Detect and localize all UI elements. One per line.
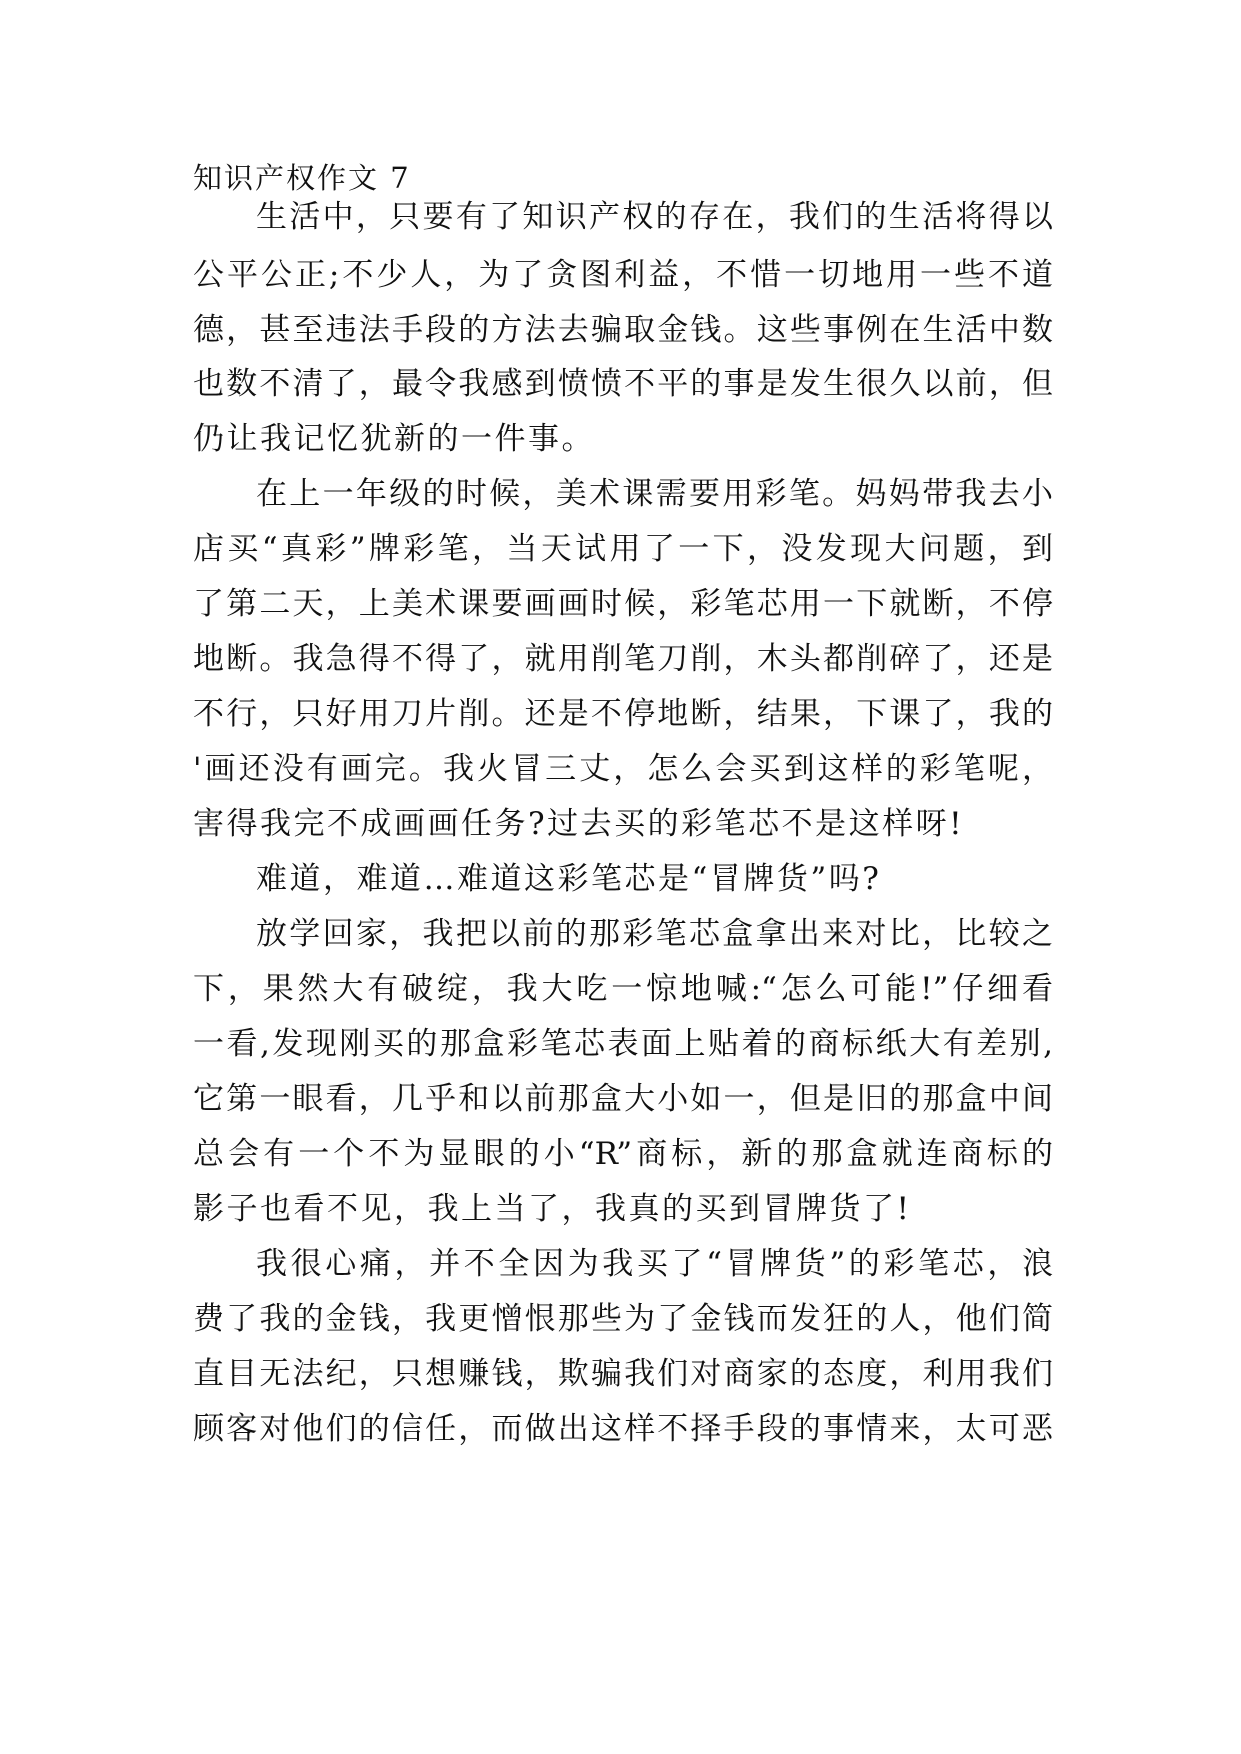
paragraph-line: 也数不清了，最令我感到愤愤不平的事是发生很久以前，但 (193, 366, 1053, 402)
paragraph-line: 它第一眼看，几乎和以前那盒大小如一，但是旧的那盒中间 (193, 1081, 1053, 1117)
paragraph-line: 德，甚至违法手段的方法去骗取金钱。这些事例在生活中数 (193, 312, 1053, 348)
paragraph-line: 直目无法纪，只想赚钱，欺骗我们对商家的态度，利用我们 (193, 1356, 1053, 1392)
paragraph-line: 放学回家，我把以前的那彩笔芯盒拿出来对比，比较之 (256, 916, 1053, 952)
paragraph-line: 生活中，只要有了知识产权的存在，我们的生活将得以 (256, 199, 1053, 235)
paragraph-line: 在上一年级的时候，美术课需要用彩笔。妈妈带我去小 (256, 476, 1053, 512)
paragraph-line: 顾客对他们的信任，而做出这样不择手段的事情来，太可恶 (193, 1411, 1053, 1447)
paragraph-line: 影子也看不见，我上当了，我真的买到冒牌货了! (193, 1191, 912, 1227)
paragraph-line: 公平公正;不少人，为了贪图利益，不惜一切地用一些不道 (193, 257, 1053, 293)
paragraph-line: '画还没有画完。我火冒三丈，怎么会买到这样的彩笔呢， (193, 751, 1053, 787)
paragraph-line: 地断。我急得不得了，就用削笔刀削，木头都削碎了，还是 (193, 641, 1053, 677)
paragraph-line: 我很心痛，并不全因为我买了“冒牌货”的彩笔芯，浪 (256, 1246, 1053, 1282)
paragraph-line: 不行，只好用刀片削。还是不停地断，结果，下课了，我的 (193, 696, 1053, 732)
paragraph-line: 仍让我记忆犹新的一件事。 (193, 421, 595, 457)
paragraph-line: 总会有一个不为显眼的小“R”商标，新的那盒就连商标的 (193, 1136, 1053, 1172)
paragraph-line: 费了我的金钱，我更憎恨那些为了金钱而发狂的人，他们简 (193, 1301, 1053, 1337)
paragraph-line: 店买“真彩”牌彩笔，当天试用了一下，没发现大问题，到 (193, 531, 1053, 567)
paragraph-line: 了第二天，上美术课要画画时候，彩笔芯用一下就断，不停 (193, 586, 1053, 622)
paragraph-line: 害得我完不成画画任务?过去买的彩笔芯不是这样呀! (193, 806, 965, 842)
paragraph-line: 一看,发现刚买的那盒彩笔芯表面上贴着的商标纸大有差别, (193, 1026, 1053, 1062)
paragraph-line: 难道，难道…难道这彩笔芯是“冒牌货”吗? (256, 861, 882, 897)
document-title: 知识产权作文 7 (193, 161, 411, 195)
paragraph-line: 下，果然大有破绽，我大吃一惊地喊:“怎么可能!”仔细看 (193, 971, 1053, 1007)
